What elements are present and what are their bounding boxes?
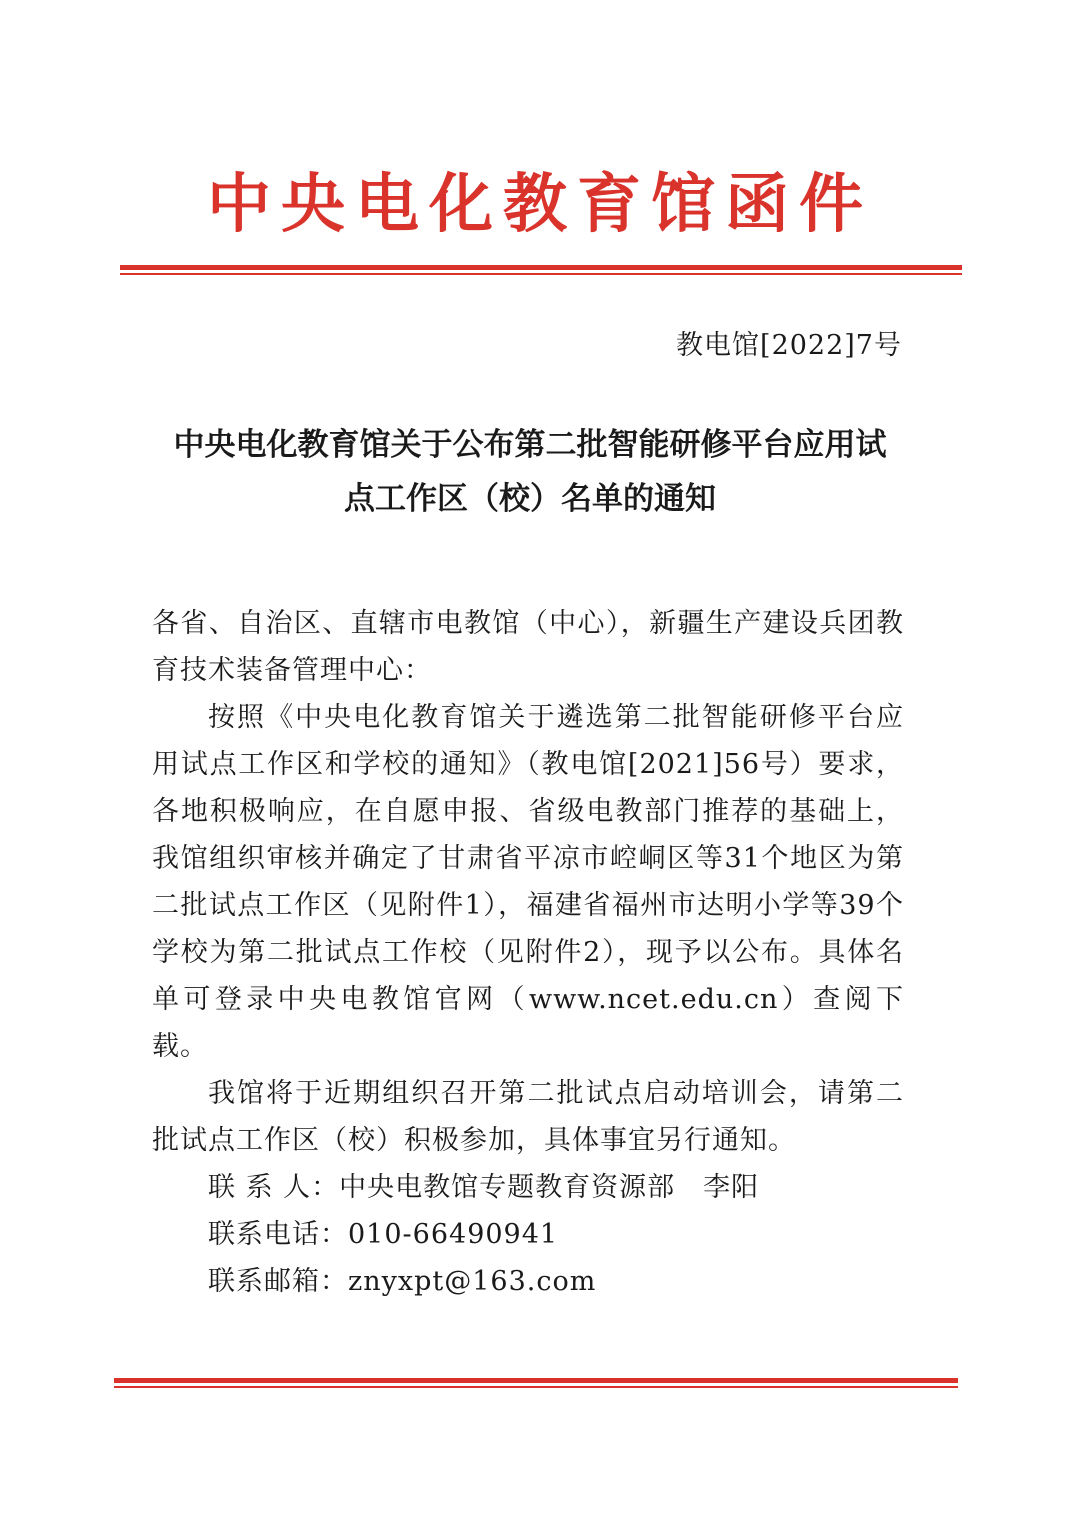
contact-person-line [152, 1164, 904, 1211]
contact-email-label: 联系邮箱： [208, 1266, 348, 1297]
contact-email-line [152, 1258, 904, 1305]
document-title-line-1: 中央电化教育馆关于公布第二批智能研修平台应用试 [173, 427, 887, 463]
header-divider-thick-line [120, 265, 962, 270]
body-paragraph-2: 我馆将于近期组织召开第二批试点启动培训会，请第二批试点工作区（校）积极参加，具体事宜另行通知。 [152, 1078, 904, 1156]
document-number: 教电馆[2022]7号 [676, 330, 902, 361]
letterhead-title: 中央电化教育馆函件 [207, 168, 873, 242]
salutation: 各省、自治区、直辖市电教馆（中心），新疆生产建设兵团教育技术装备管理中心： [152, 608, 904, 686]
document-title-line-2: 点工作区（校）名单的通知 [344, 481, 716, 517]
document-title [150, 418, 910, 526]
body-paragraph-1: 按照《中央电化教育馆关于遴选第二批智能研修平台应用试点工作区和学校的通知》（教电馆[2021]56号）要求，各地积极响应，在自愿申报、省级电教部门推荐的基础上，我馆组织审核并确定了甘肃省平凉市崆峒区等31个地区为第二批试点工作区（见附件1），福建省福州市达明小学等39个学校为第二批试点工作校（见附件2），现予以公布。具体名单可登录中央电教馆官网（www.ncet.edu.cn）查阅下载。 [152, 702, 904, 1062]
footer-divider-thin-line [114, 1386, 958, 1388]
contact-person-value: 中央电教馆专题教育资源部 李阳 [339, 1172, 760, 1203]
header-divider-thin-line [120, 273, 962, 275]
header-divider [120, 265, 962, 275]
contact-email-value: znyxpt@163.com [348, 1266, 597, 1297]
footer-divider-thick-line [114, 1378, 958, 1383]
contact-person-label: 联 系 人： [208, 1172, 340, 1203]
document-body [152, 600, 904, 1305]
contact-phone-value: 010-66490941 [348, 1219, 559, 1250]
contact-phone-line [152, 1211, 904, 1258]
footer-divider [114, 1378, 958, 1388]
contact-phone-label: 联系电话： [208, 1219, 348, 1250]
